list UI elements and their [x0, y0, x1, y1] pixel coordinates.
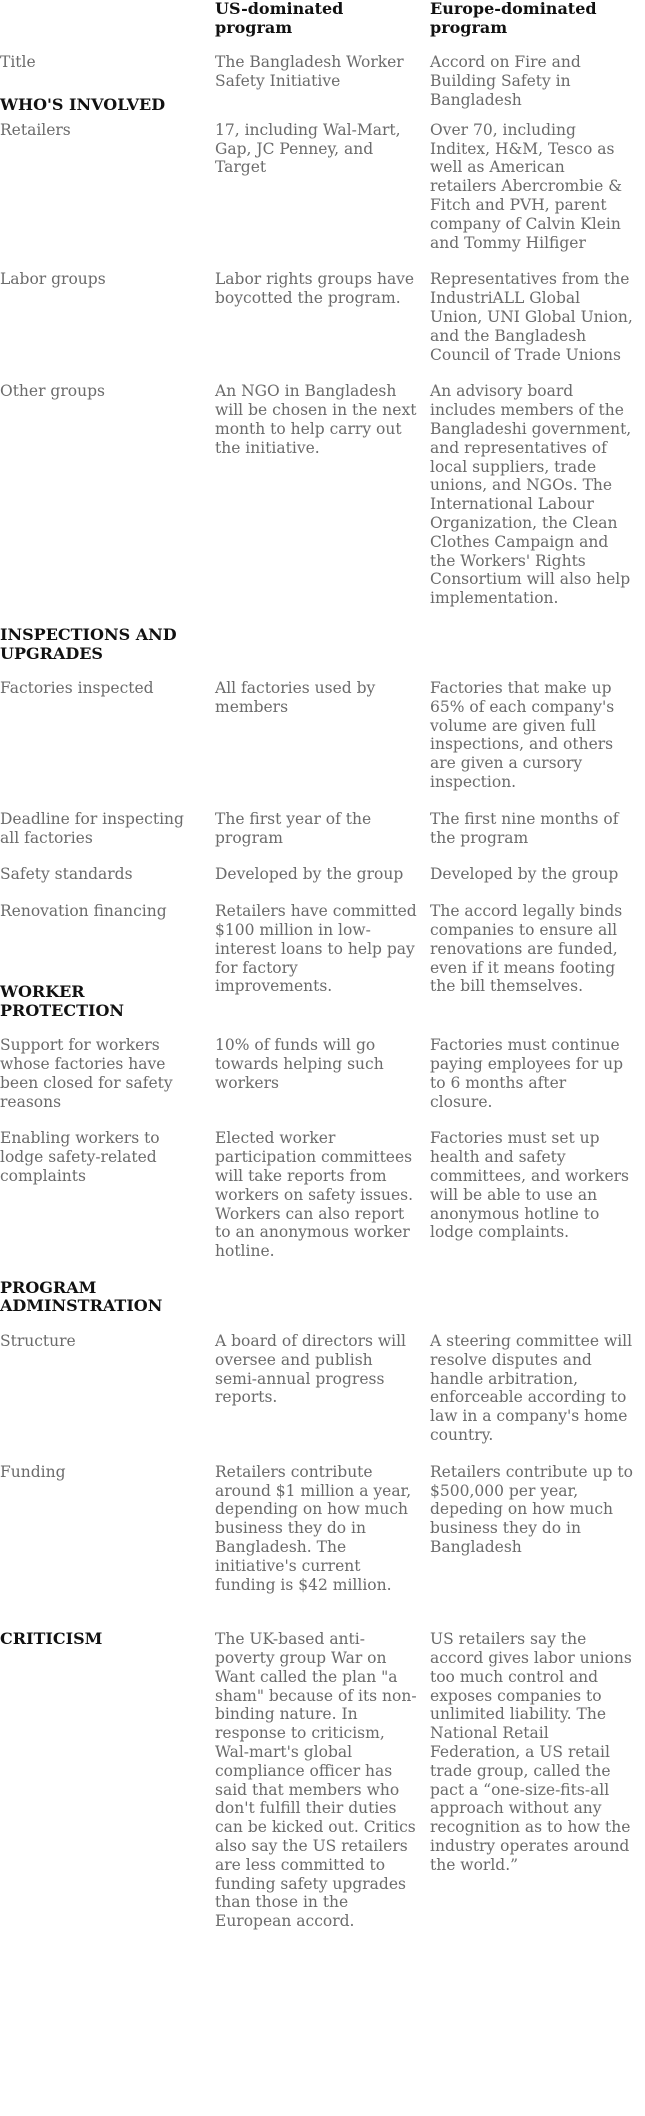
row-label: Title [0, 53, 36, 71]
row-label: Factories inspected [0, 679, 154, 698]
section-heading-whos-involved: WHO'S INVOLVED [0, 95, 166, 115]
section-heading-program-administration: PROGRAM ADMINSTRATION [0, 1277, 163, 1316]
eu-cell: Factories that make up 65% of each company's volume are given full inspections, and others are given a cursory inspection. [430, 679, 615, 791]
eu-cell: An advisory board includes members of the Bangladeshi government, and representatives of local suppliers, trade unions, and NGOs. The International Labour Organization, the Clean Clothes Campaign and the Workers' Rights Consortium will also help implementation. [430, 382, 632, 608]
other-groups-row [0, 382, 645, 608]
eu-cell: Developed by the group [430, 865, 619, 884]
header-us-program: US-dominated program [215, 0, 344, 37]
support-workers-row [0, 1036, 645, 1111]
complaints-row [0, 1129, 645, 1261]
retailers-row [0, 121, 645, 253]
criticism-row [0, 1630, 645, 1931]
header-eu-program: Europe-dominated program [430, 0, 597, 37]
eu-cell: Factories must set up health and safety committees, and workers will be able to use an anonymous hotline to lodge complaints. [430, 1129, 629, 1242]
us-cell: The first year of the program [215, 809, 372, 847]
header-row [0, 0, 645, 37]
us-cell: 17, including Wal-Mart, Gap, JC Penney, and Target [215, 120, 401, 177]
row-label: Deadline for inspecting all factories [0, 809, 184, 847]
row-label: Safety standards [0, 865, 133, 884]
us-cell: The Bangladesh Worker Safety Initiative [215, 53, 404, 90]
eu-cell: US retailers say the accord gives labor unions too much control and exposes companies to unlimited liability. The National Retail Federation, a US retail trade group, called the pact a “one-size-fits-all approach without any recognition as to how the industry operates around the world.” [430, 1630, 632, 1874]
row-label: Other groups [0, 382, 105, 401]
us-cell: All factories used by members [215, 679, 376, 716]
row-label: Support for workers whose factories have been closed for safety reasons [0, 1036, 173, 1111]
us-cell: The UK-based anti-poverty group War on Want called the plan "a sham" because of its non-binding nature. In response to criticism, Wal-mart's global compliance officer has said that members who don't fulfill their duties can be kicked out. Critics also say the US retailers are less committed to funding safety upgrades than those in the European accord. [215, 1630, 417, 1931]
row-label: Renovation financing [0, 902, 167, 921]
labor-groups-row [0, 270, 645, 364]
us-cell: 10% of funds will go towards helping such workers [215, 1036, 384, 1092]
row-label: Structure [0, 1331, 76, 1350]
row-label: Funding [0, 1462, 66, 1481]
us-cell: An NGO in Bangladesh will be chosen in the next month to help carry out the initiative. [215, 382, 417, 457]
eu-cell: Accord on Fire and Building Safety in Bangladesh [430, 53, 581, 109]
section-heading-worker-protection: WORKER PROTECTION [0, 982, 125, 1020]
row-label: Retailers [0, 120, 71, 139]
row-label: Enabling workers to lodge safety-related complaints [0, 1129, 160, 1185]
eu-cell: A steering committee will resolve disputes and handle arbitration, enforceable according to law in a company's home country. [430, 1331, 633, 1444]
us-cell: Retailers have committed $100 million in low-interest loans to help pay for factory improvements. [215, 902, 417, 996]
funding-row [0, 1463, 645, 1595]
eu-cell: The first nine months of the program [430, 809, 619, 847]
section-heading-criticism: CRITICISM [0, 1629, 103, 1649]
eu-cell: Retailers contribute up to $500,000 per year, depeding on how much business they do in Bangladesh [430, 1462, 633, 1556]
section-heading-inspections: INSPECTIONS AND UPGRADES [0, 625, 177, 663]
eu-cell: Representatives from the IndustriALL Global Union, UNI Global Union, and the Bangladesh Council of Trade Unions [430, 270, 633, 364]
eu-cell: Factories must continue paying employees for up to 6 months after closure. [430, 1036, 624, 1111]
us-cell: Developed by the group [215, 865, 404, 884]
us-cell: Labor rights groups have boycotted the program. [215, 270, 415, 308]
structure-row [0, 1332, 645, 1445]
us-cell: Retailers contribute around $1 million a year, depending on how much business they do in Bangladesh. The initiative's current funding is $42 million. [215, 1462, 412, 1594]
us-cell: A board of directors will oversee and publish semi-annual progress reports. [215, 1331, 407, 1407]
factories-inspected-row [0, 679, 645, 792]
safety-standards-row [0, 865, 645, 884]
eu-cell: Over 70, including Inditex, H&M, Tesco as well as American retailers Abercrombie & Fitch and PVH, parent company of Calvin Klein and Tommy Hilfiger [430, 120, 623, 252]
row-label: Labor groups [0, 270, 106, 289]
renovation-financing-row [0, 902, 645, 996]
deadline-row [0, 810, 645, 848]
us-cell: Elected worker participation committees will take reports from workers on safety issues. Workers can also report to an anonymous worker hotline. [215, 1129, 414, 1261]
eu-cell: The accord legally binds companies to ensure all renovations are funded, even if it means footing the bill themselves. [430, 902, 623, 996]
